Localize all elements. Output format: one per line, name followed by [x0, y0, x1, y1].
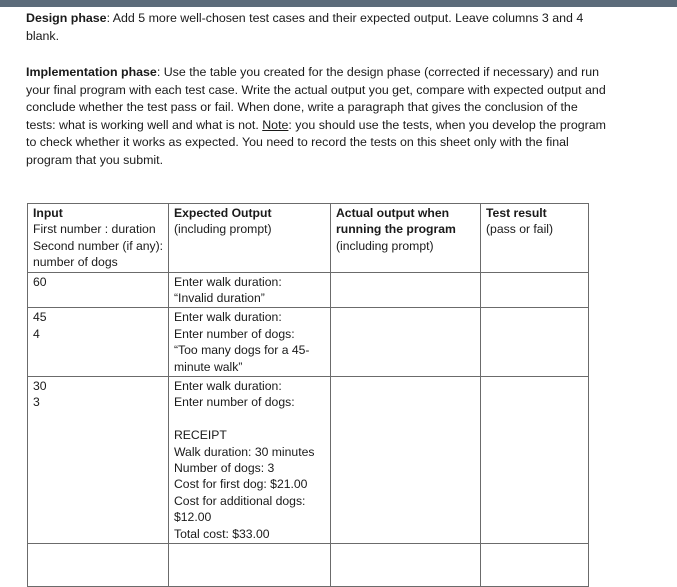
table-row: [28, 377, 589, 544]
note-text: : you should use the tests, when you develop the program to check whether it works as expected. You need to record the tests on this sheet only with the final program that you submit.: [26, 117, 606, 167]
expected-cell[interactable]: [169, 377, 331, 544]
expected-line: Walk duration: 30 minutes: [174, 444, 315, 459]
expected-line: Enter walk duration:: [174, 274, 282, 289]
implementation-phase-paragraph: [26, 64, 606, 170]
header-expected-title: Expected Output: [174, 206, 272, 220]
input-value: 45: [33, 310, 47, 325]
design-phase-paragraph: [26, 10, 606, 45]
expected-line: Total cost: $33.00: [174, 526, 270, 541]
table-row: [28, 272, 589, 308]
input-value: 60: [33, 274, 47, 289]
window-top-bar: [0, 0, 677, 7]
input-value: 3: [33, 395, 40, 410]
actual-output-cell[interactable]: [331, 308, 481, 377]
test-result-cell[interactable]: [481, 272, 589, 308]
expected-cell[interactable]: [169, 308, 331, 377]
header-actual-title: Actual output when running the program: [336, 206, 456, 237]
design-phase-text: : Add 5 more well-chosen test cases and their expected output. Leave columns 3 and 4 blank.: [26, 11, 584, 43]
expected-blank-line: [174, 411, 326, 427]
input-cell[interactable]: [28, 544, 169, 587]
expected-line: Enter number of dogs:: [174, 395, 295, 410]
table-row-empty: [28, 544, 589, 587]
header-actual: [331, 204, 481, 273]
test-result-cell[interactable]: [481, 308, 589, 377]
actual-output-cell[interactable]: [331, 272, 481, 308]
test-cases-table: [27, 203, 589, 587]
expected-line: “Too many dogs for a 45-minute walk”: [174, 343, 310, 374]
header-input-line: Second number (if any): number of dogs: [33, 238, 164, 270]
expected-line: Enter number of dogs:: [174, 326, 295, 341]
expected-line: “Invalid duration”: [174, 291, 265, 306]
header-result-title: Test result: [486, 206, 547, 220]
expected-line: Cost for additional dogs: $12.00: [174, 493, 306, 525]
header-actual-sub: (including prompt): [336, 238, 434, 253]
test-result-cell[interactable]: [481, 544, 589, 587]
input-value: 4: [33, 326, 40, 341]
table-row: [28, 308, 589, 377]
implementation-phase-text: : Use the table you created for the design phase (corrected if necessary) and run your final program with each test case. Write the actual output you get, compare with expected output and conclude whether the test pass or fail. When done, write a paragraph that gives the conclusion of the tests: what is working well and what is not.: [26, 65, 606, 132]
expected-cell[interactable]: [169, 544, 331, 587]
header-result-sub: (pass or fail): [486, 222, 554, 237]
input-cell[interactable]: [28, 308, 169, 377]
implementation-phase-label: Implementation phase: [26, 65, 157, 79]
header-input-title: Input: [33, 206, 63, 220]
expected-line: Enter walk duration:: [174, 379, 282, 394]
header-expected: [169, 204, 331, 273]
expected-line: Enter walk duration:: [174, 310, 282, 325]
actual-output-cell[interactable]: [331, 544, 481, 587]
header-expected-line: (including prompt): [174, 222, 272, 237]
header-input-line: First number : duration: [33, 222, 156, 237]
expected-cell[interactable]: [169, 272, 331, 308]
design-phase-label: Design phase: [26, 11, 107, 25]
input-cell[interactable]: [28, 272, 169, 308]
expected-line: Number of dogs: 3: [174, 461, 275, 476]
table-header-row: [28, 204, 589, 273]
expected-line: RECEIPT: [174, 428, 227, 443]
header-result: [481, 204, 589, 273]
header-input: [28, 204, 169, 273]
input-cell[interactable]: [28, 377, 169, 544]
expected-line: Cost for first dog: $21.00: [174, 477, 308, 492]
test-result-cell[interactable]: [481, 377, 589, 544]
actual-output-cell[interactable]: [331, 377, 481, 544]
note-label: Note: [262, 117, 289, 132]
input-value: 30: [33, 379, 47, 394]
